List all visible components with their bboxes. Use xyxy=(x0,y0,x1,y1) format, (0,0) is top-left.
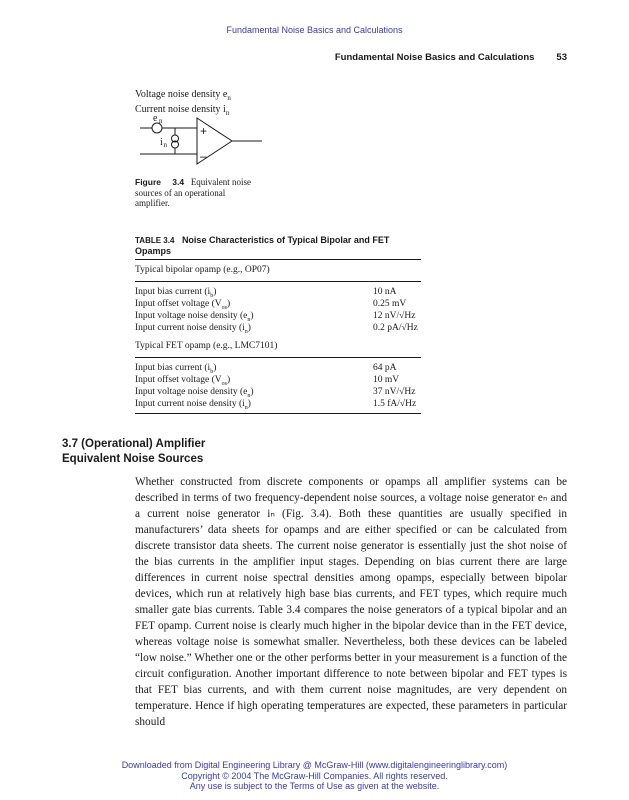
top-banner: Fundamental Noise Basics and Calculations xyxy=(226,25,403,35)
table-rule xyxy=(135,281,421,282)
caption-number: 3.4 xyxy=(172,177,185,187)
table-rule xyxy=(135,357,421,358)
section-heading-line1: 3.7 (Operational) Amplifier xyxy=(62,438,206,450)
table-row xyxy=(135,287,421,299)
body-paragraph: Whether constructed from discrete components or opamps all amplifier systems can be described in terms of two frequency-dependent noise sources, a voltage noise generator eₙ and a current noise generator iₙ (Fig. 3.4). Both these quantities are usually specified in manufacturers’ data sheets for opamps and are either specified or can be calculated from discrete transistor data sheets. The current noise generator is essentially just the shot noise of the bias currents in the amplifier input stages. Depending on bias current there are large differences in current noise spectral densities among opamps, especially between bipolar devices, which run at relatively high base bias currents, and FET types, which require much smaller gate bias currents. Table 3.4 compares the noise generators of a typical bipolar and an FET opamp. Current noise is clearly much higher in the bipolar device than in the FET device, whereas voltage noise is somewhat smaller. Nevertheless, both these devices can be labeled “low noise.” Whether one or the other performs better in your measurement is a function of the circuit configuration. Another important difference to note between bipolar and FET types is that FET bias currents, and with them current noise magnitudes, are very dependent on temperature. Hence if high operating temperatures are expected, these parameters in particular should xyxy=(135,476,567,728)
table-param: Input offset voltage $(V_{os})$ xyxy=(135,299,231,311)
table-value: 12 nV/√Hz xyxy=(373,311,416,321)
legend-voltage: Voltage noise density e xyxy=(135,89,228,100)
footer xyxy=(0,760,629,792)
caption-label: Figure xyxy=(135,177,161,187)
table-param: Input bias current $(i_b)$ xyxy=(135,287,217,299)
table-param: Input bias current $(i_b)$ xyxy=(135,363,217,375)
table-row xyxy=(135,399,421,411)
table-rule-bottom xyxy=(135,413,421,414)
table-value: 1.5 fA/√Hz xyxy=(373,399,417,409)
running-head-title: Fundamental Noise Basics and Calculations xyxy=(334,52,535,63)
label-en-sub: n xyxy=(159,117,163,125)
table-value: 10 mV xyxy=(373,375,400,385)
figure-caption xyxy=(135,177,255,209)
table-value: 0.2 pA/√Hz xyxy=(373,323,418,333)
table-param: Input current noise density $(i_n)$ xyxy=(135,399,251,411)
footer-line2: Copyright © 2004 The McGraw-Hill Companies. All rights reserved. xyxy=(181,770,448,781)
table-row xyxy=(135,363,421,375)
table-value: 64 pA xyxy=(373,363,397,373)
section-heading-line2: Equivalent Noise Sources xyxy=(62,452,204,465)
table-param: Input voltage noise density $(e_n)$ xyxy=(135,311,254,323)
legend-current: Current noise density i xyxy=(135,104,226,115)
opamp-noise-diagram xyxy=(140,112,265,174)
table-rule-top xyxy=(135,259,421,260)
table-caption xyxy=(135,235,395,257)
caption-text: Equivalent noise sources of an operational amplifier. xyxy=(135,177,252,208)
table-value: 37 nV/√Hz xyxy=(373,387,416,397)
footer-line1[interactable]: Downloaded from Digital Engineering Library @ McGraw-Hill (www.digitalengineeringlibrary.com) xyxy=(121,760,508,770)
table-value: 0.25 mV xyxy=(373,299,407,309)
table-label: TABLE 3.4 xyxy=(135,236,175,245)
table-param: Input voltage noise density $(e_n)$ xyxy=(135,387,254,399)
table-param: Input current noise density $(i_n)$ xyxy=(135,323,251,335)
running-head xyxy=(335,52,567,63)
table-row xyxy=(135,375,421,387)
table-section-heading: Typical FET opamp (e.g., LMC7101) xyxy=(135,341,278,351)
table-value: 10 nA xyxy=(373,287,397,297)
table-row xyxy=(135,387,421,399)
page-number: 53 xyxy=(556,52,567,63)
table-title: Noise Characteristics of Typical Bipolar and FET Opamps xyxy=(135,235,390,256)
table-row xyxy=(135,311,421,323)
label-in: i xyxy=(160,137,163,148)
label-in-sub: n xyxy=(163,141,167,149)
table-row xyxy=(135,299,421,311)
table-param: Input offset voltage $(V_{os})$ xyxy=(135,375,231,387)
table-section-heading: Typical bipolar opamp (e.g., OP07) xyxy=(135,265,270,275)
footer-line3: Any use is subject to the Terms of Use as given at the website. xyxy=(189,781,440,791)
legend-current-sub: n xyxy=(225,109,230,117)
legend-voltage-sub: n xyxy=(227,94,231,102)
table-row xyxy=(135,323,421,335)
section-heading xyxy=(62,437,205,466)
label-en: e xyxy=(153,113,158,124)
plus-sign: + xyxy=(200,124,208,138)
minus-sign: – xyxy=(200,149,207,163)
